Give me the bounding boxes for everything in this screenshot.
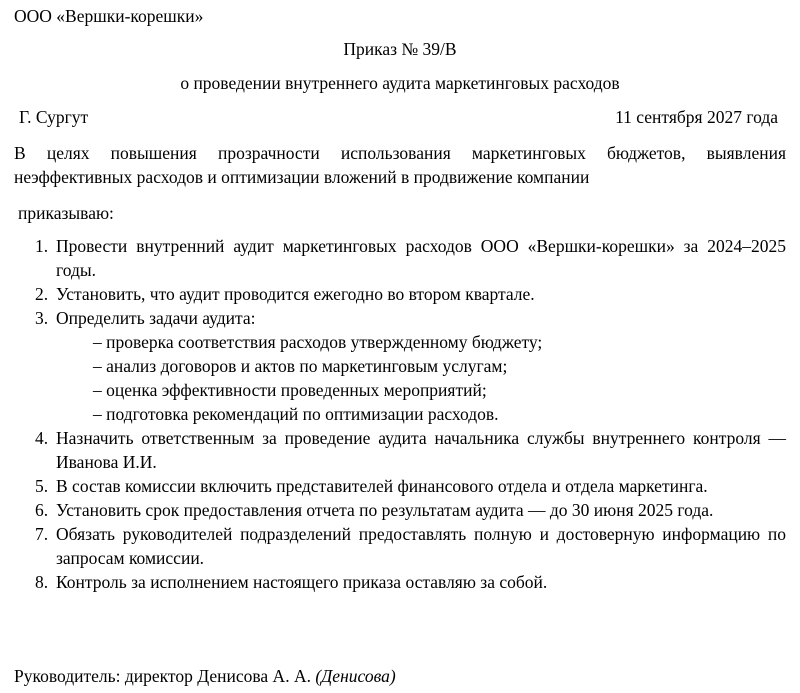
organization-name: ООО «Вершки-корешки» xyxy=(14,6,204,26)
order-item-number: 2. xyxy=(35,284,49,304)
order-city: Г. Сургут xyxy=(19,107,89,127)
order-item-number: 1. xyxy=(35,236,49,256)
order-item-number: 5. xyxy=(35,476,49,496)
order-item-text: Обязать руководителей подразделений предоставлять полную и достоверную информацию по запросам комиссии. xyxy=(56,524,786,568)
order-item-number: 3. xyxy=(35,308,49,328)
signature-mark: (Денисова) xyxy=(315,666,396,686)
order-item-text: Установить срок предоставления отчета по результатам аудита — до 30 июня 2025 года. xyxy=(56,500,714,520)
order-item xyxy=(35,426,786,474)
order-item xyxy=(35,522,786,570)
order-item-text: Установить, что аудит проводится ежегодно во втором квартале. xyxy=(56,284,535,304)
order-item-text: В состав комиссии включить представителей финансового отдела и отдела маркетинга. xyxy=(56,476,708,496)
order-item xyxy=(35,570,786,594)
order-title: Приказ № 39/В xyxy=(343,39,457,59)
order-date: 11 сентября 2027 года xyxy=(615,107,778,127)
order-item xyxy=(35,498,786,522)
order-item-number: 4. xyxy=(35,428,49,448)
signature-label: Руководитель: директор Денисова А. А. xyxy=(14,666,311,686)
order-item xyxy=(35,282,786,306)
order-item-number: 7. xyxy=(35,524,49,544)
order-item-number: 6. xyxy=(35,500,49,520)
order-item-text: Контроль за исполнением настоящего приказа оставляю за собой. xyxy=(56,572,548,592)
order-directive-word: приказываю: xyxy=(18,203,114,223)
order-item-number: 8. xyxy=(35,572,49,592)
order-preamble: В целях повышения прозрачности использования маркетинговых бюджетов, выявления неэффективных расходов и оптимизации вложений в продвижение компании xyxy=(14,143,786,187)
order-item xyxy=(35,306,786,426)
order-items-list xyxy=(0,234,800,594)
order-item-text xyxy=(56,306,786,426)
signature-line xyxy=(14,664,396,688)
order-item-text: Провести внутренний аудит маркетинговых расходов ООО «Вершки-корешки» за 2024–2025 годы. xyxy=(56,236,786,280)
order-item xyxy=(35,234,786,282)
audit-task: – анализ договоров и актов по маркетинговым услугам; xyxy=(93,356,508,376)
audit-task: – оценка эффективности проведенных мероприятий; xyxy=(93,380,487,400)
order-item-text: Назначить ответственным за проведение аудита начальника службы внутреннего контроля — Иванова И.И. xyxy=(56,428,786,472)
order-item xyxy=(35,474,786,498)
audit-task: – проверка соответствия расходов утвержденному бюджету; xyxy=(93,332,543,352)
order-subject: о проведении внутреннего аудита маркетинговых расходов xyxy=(180,73,620,93)
audit-task: – подготовка рекомендаций по оптимизации расходов. xyxy=(93,404,499,424)
order-item-heading: Определить задачи аудита: xyxy=(56,308,256,328)
